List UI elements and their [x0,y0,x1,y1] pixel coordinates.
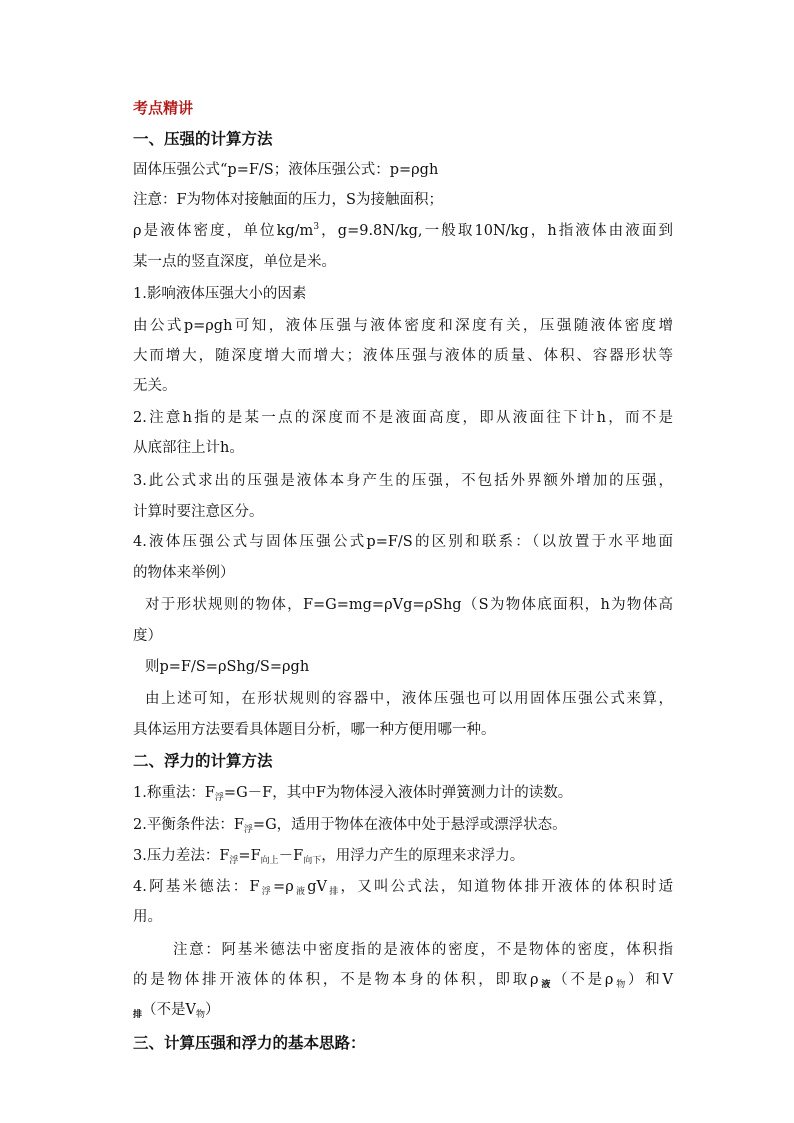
item3-line-2: 计算时要注意区分。 [133,504,264,520]
section-heading-buoyancy: 二、浮力的计算方法 [133,752,273,770]
item1-line-1: 由公式p=ρgh可知，液体压强与液体密度和深度有关，压强随液体密度增 [133,318,673,334]
item4-line-6: 由上述可知，在形状规则的容器中，液体压强也可以用固体压强公式来算， [145,691,673,707]
method1-line: 1.称重法：$F_浮=G-F$，其中F为物体浸入液体时弹簧测力计的读数。 [133,785,573,803]
buoyancy-note-line-1: 注意：阿基米德法中密度指的是液体的密度，不是物体的密度，体积指 [173,942,673,958]
item2-line-2: 从底部往上计h。 [133,440,244,456]
item4-line-5: 则p=F/S=ρShg/S=ρgh [145,659,310,675]
item1-line-2: 大而增大，随深度增大而增大；液体压强与液体的质量、体积、容器形状等 [133,348,673,364]
item4-line-7: 具体运用方法要看具体题目分析，哪一种方便用哪一种。 [133,722,496,738]
rho-definition-line-2: 某一点的竖直深度，单位是米。 [133,254,336,270]
method4-line-1: 4.阿基米德法：$F_浮=\rho_液gV_排$，又叫公式法，知道物体排开液体的体积时适 [133,879,673,897]
buoyancy-note-line-3: $_排$（不是$V_物$） [133,1002,220,1020]
page-title: 考点精讲 [133,99,194,117]
item3-line-1: 3.此公式求出的压强是液体本身产生的压强，不包括外界额外增加的压强， [133,473,673,489]
item1-line-3: 无关。 [133,378,177,394]
item1-title: 1.影响液体压强大小的因素 [133,286,307,302]
section-heading-approach: 三、计算压强和浮力的基本思路： [133,1034,366,1052]
item4-line-1: 4.液体压强公式与固体压强公式p=F/S的区别和联系：（以放置于水平地面 [133,534,673,550]
pressure-note-line: 注意：F为物体对接触面的压力，S为接触面积； [133,192,443,208]
method2-line: 2.平衡条件法：$F_浮=G$，适用于物体在液体中处于悬浮或漂浮状态。 [133,817,567,835]
method3-line: 3.压力差法：$F_浮=F_{向上}-F_{向下}$，用浮力产生的原理来求浮力。 [133,848,525,866]
item2-line-1: 2.注意h指的是某一点的深度而不是液面高度，即从液面往下计h，而不是 [133,410,673,426]
method4-line-2: 用。 [133,909,162,925]
section-heading-pressure: 一、压强的计算方法 [133,130,273,148]
item4-line-4: 度） [133,628,162,644]
rho-definition-line: ρ是液体密度，单位$kg/m^3$，g=9.8N/kg,一般取10N/kg，h指液体由液面到 [133,222,674,239]
pressure-formula-line: 固体压强公式“p=F/S；液体压强公式：p=ρgh [133,162,439,178]
item4-line-3: 对于形状规则的物体，F=G=mg=ρVg=ρShg（S为物体底面积，h为物体高 [145,597,673,613]
buoyancy-note-line-2: 的是物体排开液体的体积，不是物本身的体积，即取$\rho_液$（不是$\rho_物$）和V [133,972,673,990]
item4-line-2: 的物体来举例） [133,565,235,581]
